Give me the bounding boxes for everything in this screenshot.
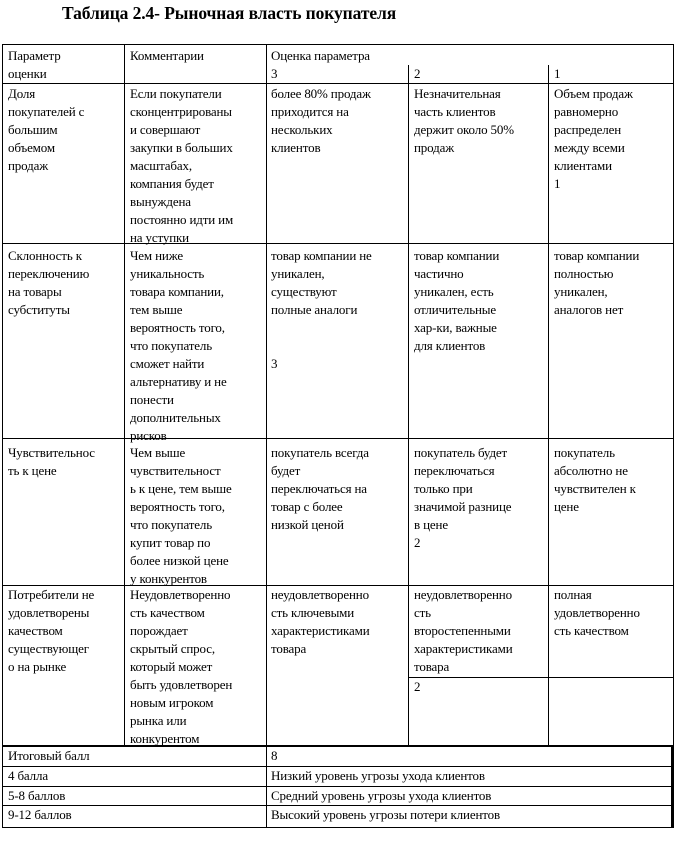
header-score-3: 3 xyxy=(271,66,278,81)
row2-score2: товар компании частично уникален, есть отличительные хар-ки, важные для клиентов xyxy=(414,248,500,353)
summary-right-border xyxy=(671,745,673,827)
row3-score2: покупатель будет переключаться только при значимой разнице в цене 2 xyxy=(414,445,512,550)
summary-range-low: 4 балла xyxy=(8,768,48,783)
row4-score1: полная удовлетворенно сть качеством xyxy=(554,587,640,638)
row4-score3: неудовлетворенно сть ключевыми характеристиками товара xyxy=(271,587,370,656)
row3-comment: Чем выше чувствительност ь к цене, тем выше вероятность того, что покупатель купит товар по более низкой цене у конкурентов xyxy=(130,445,232,586)
row1-comment: Если покупатели сконцентрированы и совершают закупки в больших масштабах, компания будет вынуждена постоянно идти им на уступки xyxy=(130,86,234,245)
market-power-table xyxy=(2,44,674,828)
row1-score1: Объем продаж равномерно распределен между всеми клиентами 1 xyxy=(554,86,633,191)
summary-level-high: Высокий уровень угрозы потери клиентов xyxy=(271,807,500,822)
row4-comment: Неудовлетворенно сть качеством порождает скрытый спрос, который может быть удовлетворен новым игроком рынка или конкурентом xyxy=(130,587,233,746)
table-title: Таблица 2.4- Рыночная власть покупателя xyxy=(62,3,397,23)
summary-divider xyxy=(3,745,673,747)
row4-param: Потребители не удовлетворены качеством существующег о на рынке xyxy=(8,587,95,674)
row3-param: Чувствительнос ть к цене xyxy=(8,445,95,478)
row1-param: Доля покупателей с большим объемом продаж xyxy=(8,86,85,173)
row1-score3: более 80% продаж приходится на нескольких клиентов xyxy=(271,86,371,155)
summary-total-label: Итоговый балл xyxy=(8,748,90,763)
summary-level-mid: Средний уровень угрозы ухода клиентов xyxy=(271,788,492,803)
column-divider xyxy=(548,65,549,745)
summary-range-high: 9-12 баллов xyxy=(8,807,72,822)
row-divider xyxy=(3,243,673,244)
column-divider xyxy=(266,45,267,827)
row3-score3: покупатель всегда будет переключаться на товар с более низкой ценой xyxy=(271,445,369,532)
row-divider xyxy=(3,438,673,439)
summary-range-mid: 5-8 баллов xyxy=(8,788,66,803)
header-param: Параметр оценки xyxy=(8,48,61,81)
cell-divider xyxy=(408,677,673,678)
row4-score2: неудовлетворенно сть второстепенными характеристиками товара xyxy=(414,587,513,674)
row4-score2-value: 2 xyxy=(414,679,421,694)
summary-total-value: 8 xyxy=(271,748,278,763)
row2-param: Склонность к переключению на товары субституты xyxy=(8,248,90,317)
header-comments: Комментарии xyxy=(130,48,204,63)
column-divider xyxy=(408,65,409,745)
row2-score1: товар компании полностью уникален, аналогов нет xyxy=(554,248,640,317)
header-divider xyxy=(3,83,673,84)
column-divider xyxy=(124,45,125,745)
header-score-2: 2 xyxy=(414,66,421,81)
header-evaluation: Оценка параметра xyxy=(271,48,370,63)
row2-comment: Чем ниже уникальность товара компании, тем выше вероятность того, что покупатель сможет найти альтернативу и не понести дополнительных рисков xyxy=(130,248,227,443)
row2-score3: товар компании не уникален, существуют полные аналоги 3 xyxy=(271,248,372,371)
header-score-1: 1 xyxy=(554,66,561,81)
row3-score1: покупатель абсолютно не чувствителен к цене xyxy=(554,445,636,514)
summary-level-low: Низкий уровень угрозы ухода клиентов xyxy=(271,768,485,783)
row1-score2: Незначительная часть клиентов держит около 50% продаж xyxy=(414,86,514,155)
